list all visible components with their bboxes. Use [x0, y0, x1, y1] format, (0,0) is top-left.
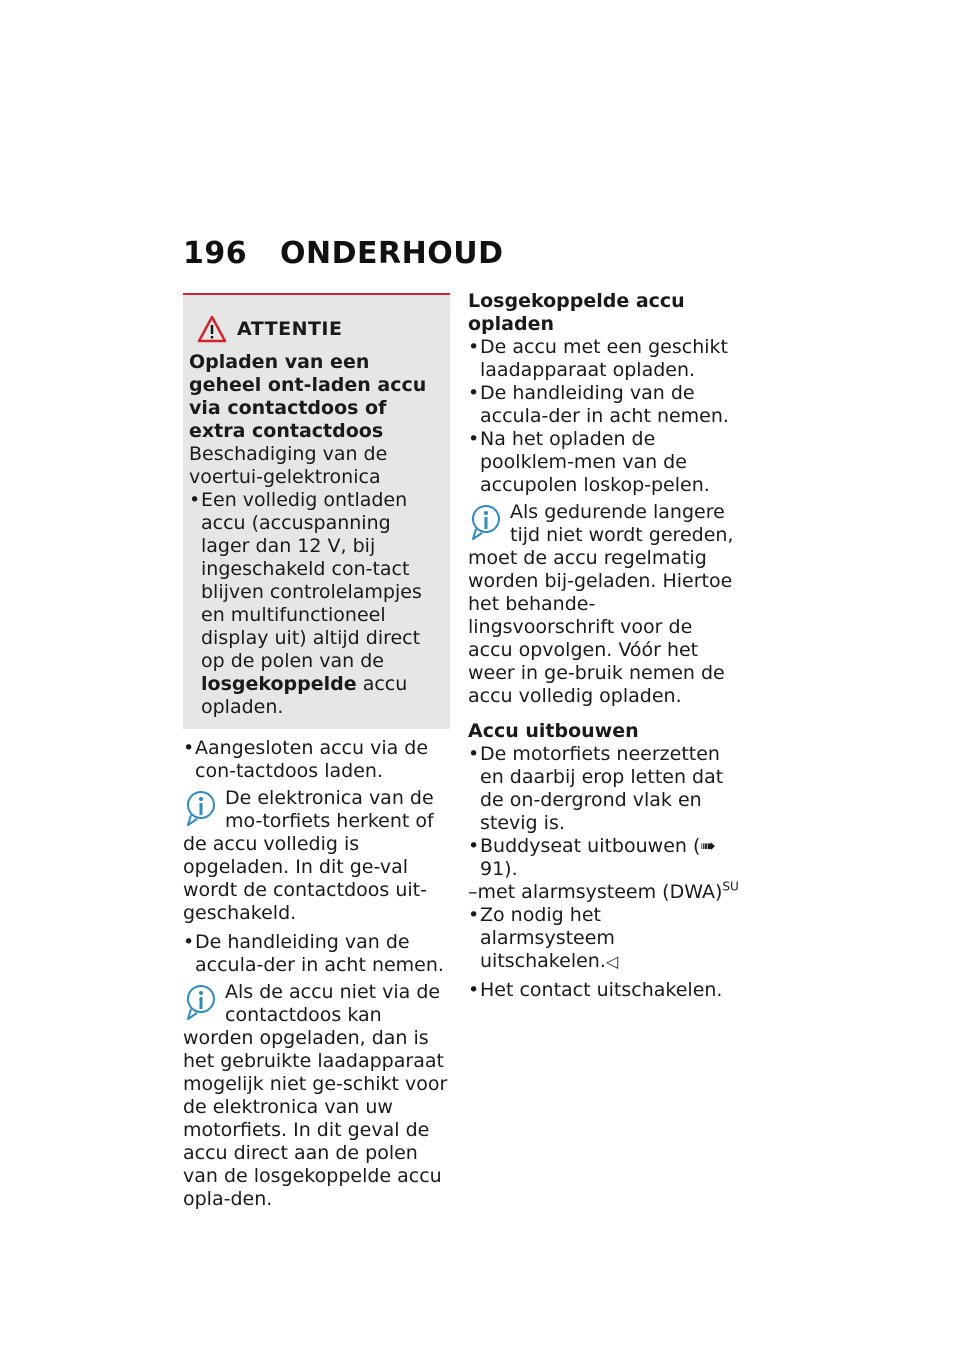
section-heading: Accu uitbouwen [468, 720, 639, 742]
page-number: 196 [183, 236, 248, 271]
section-title: ONDERHOUD [280, 236, 504, 271]
list-item: • De handleiding van de accula-der in acht nemen. [468, 382, 740, 428]
list-item-text: Zo nodig het alarmsysteem uitschakelen. [480, 904, 615, 972]
warning-triangle-icon [197, 315, 227, 343]
warning-bullet-bold: losgekoppelde [201, 673, 357, 695]
list-item: • De handleiding van de accula-der in acht nemen. [183, 931, 450, 977]
warning-bullet-text: Een volledig ontladen accu (accuspanning lager dan 12 V, bij ingeschakeld con-tact blijven controlelampjes en multifunctioneel display uit) altijd direct op de polen van de [201, 489, 422, 672]
info-note-text: Als de accu niet via de contactdoos kan worden opgeladen, dan is het gebruikte laadapparaat mogelijk niet ge-schikt voor de elektronica van uw motorfiets. In dit geval de accu direct aan de polen van de losgekoppelde accu opla-den. [183, 981, 448, 1210]
list-item [468, 835, 740, 881]
warning-bullet-end: accu opladen. [201, 673, 408, 718]
list-item [468, 904, 740, 973]
info-note [183, 981, 450, 1211]
info-icon [468, 503, 504, 543]
warning-bullet [189, 489, 444, 719]
warning-subtitle: Beschadiging van de voertui-gelektronica [189, 443, 388, 488]
page-reference-arrow-icon: ➠ [700, 835, 717, 857]
condition-text: –met alarmsysteem (DWA) [468, 881, 723, 903]
list-item-text: Buddyseat uitbouwen ( [480, 835, 701, 857]
info-note-text: Als gedurende langere tijd niet wordt gereden, moet de accu regelmatig worden bij-geladen. Hiertoe het behande-lingsvoorschrift voor de accu opvolgen. Vóór het weer in ge-bruik nemen de accu volledig opladen. [468, 501, 734, 707]
info-icon [183, 789, 219, 829]
warning-title: ATTENTIE [237, 317, 343, 340]
info-icon [183, 983, 219, 1023]
list-item: • Na het opladen de poolklem-men van de accupolen loskop-pelen. [468, 428, 740, 497]
warning-heading: Opladen van een geheel ont-laden accu via contactdoos of extra contactdoos [189, 351, 427, 442]
left-column [183, 293, 450, 1211]
page-reference: 91). [480, 858, 518, 880]
list-item: • Het contact uitschakelen. [468, 979, 740, 1002]
condition-line [468, 881, 740, 904]
list-item: • De motorfiets neerzetten en daarbij erop letten dat de on-dergrond vlak en stevig is. [468, 743, 740, 835]
info-note-text: De elektronica van de mo-torfiets herkent of de accu volledig is opgeladen. In dit ge-val wordt de contactdoos uit-geschakeld. [183, 787, 434, 924]
section-heading: Losgekoppelde accu opladen [468, 290, 685, 335]
list-item: • De accu met een geschikt laadapparaat opladen. [468, 336, 740, 382]
warning-box [183, 293, 450, 729]
right-column [468, 290, 740, 1002]
warning-header [197, 315, 444, 343]
info-note [468, 501, 740, 708]
page-header [183, 236, 743, 271]
list-item: • Aangesloten accu via de con-tactdoos laden. [183, 737, 450, 783]
condition-superscript: SU [722, 879, 739, 894]
end-of-condition-mark: ◁ [605, 952, 619, 971]
info-note [183, 787, 450, 925]
